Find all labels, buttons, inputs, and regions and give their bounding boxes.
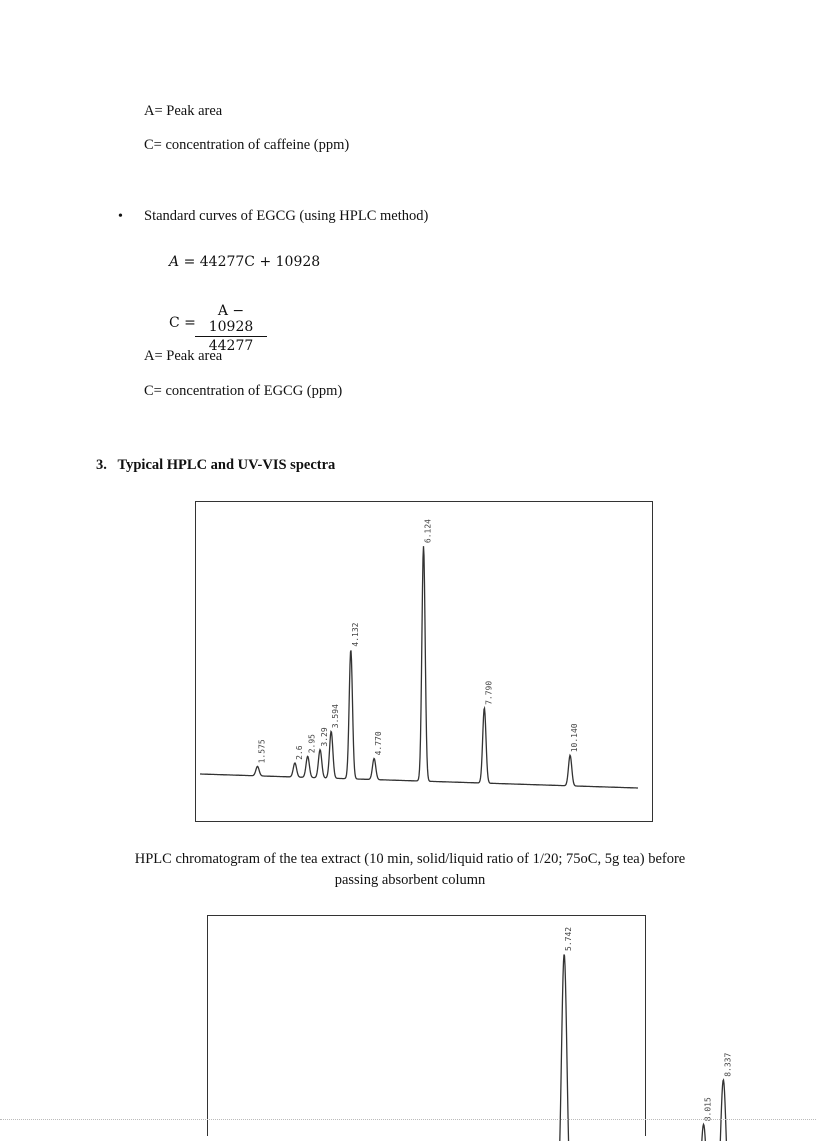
egcg-c-lhs: C = <box>169 315 196 331</box>
hplc-chromatogram-before <box>195 501 653 822</box>
peak-label: 8.337 <box>723 1053 732 1077</box>
caffeine-c-definition: C= concentration of caffeine (ppm) <box>144 137 349 154</box>
caffeine-a-definition: A= Peak area <box>144 103 222 120</box>
peak-label: 8.015 <box>704 1097 713 1121</box>
egcg-equation <box>169 254 320 270</box>
equation-rhs: = 44277C + 10928 <box>184 254 321 270</box>
egcg-c-definition: C= concentration of EGCG (ppm) <box>144 383 342 400</box>
peak-label: 1.575 <box>258 739 267 763</box>
chromatogram-1-svg <box>196 502 652 821</box>
peak-label: 3.29 <box>320 727 329 746</box>
chromatogram-trace <box>212 955 816 1141</box>
peak-label: 2.95 <box>308 734 317 753</box>
peak-label: 10.140 <box>570 723 579 752</box>
equation-lhs: A <box>169 254 179 270</box>
hplc-chromatogram-after <box>207 915 646 1136</box>
page-edge-divider <box>0 1119 816 1120</box>
chromatogram-caption <box>110 849 710 891</box>
peak-label: 2.6 <box>295 745 304 760</box>
section-title: Typical HPLC and UV-VIS spectra <box>118 457 336 473</box>
peak-label: 4.770 <box>374 731 383 755</box>
bullet-icon: • <box>118 209 123 225</box>
peak-label: 6.124 <box>424 519 433 543</box>
egcg-standard-curve-title: Standard curves of EGCG (using HPLC method) <box>144 208 428 225</box>
peak-label: 3.594 <box>331 704 340 728</box>
fraction-denominator: 44277 <box>195 337 267 354</box>
chromatogram-2-svg <box>208 916 645 1136</box>
peak-label: 7.790 <box>484 681 493 705</box>
peak-label: 5.742 <box>564 927 573 951</box>
egcg-fraction <box>195 303 267 354</box>
caption-line-1: HPLC chromatogram of the tea extract (10 min, solid/liquid ratio of 1/20; 75oC, 5g tea) before <box>135 851 685 867</box>
section-heading <box>96 457 335 474</box>
egcg-a-definition: A= Peak area <box>144 348 222 365</box>
caption-line-2: passing absorbent column <box>335 872 486 888</box>
peak-label: 4.132 <box>351 622 360 646</box>
fraction-numerator: A − 10928 <box>195 303 267 337</box>
section-number: 3. <box>96 457 107 473</box>
